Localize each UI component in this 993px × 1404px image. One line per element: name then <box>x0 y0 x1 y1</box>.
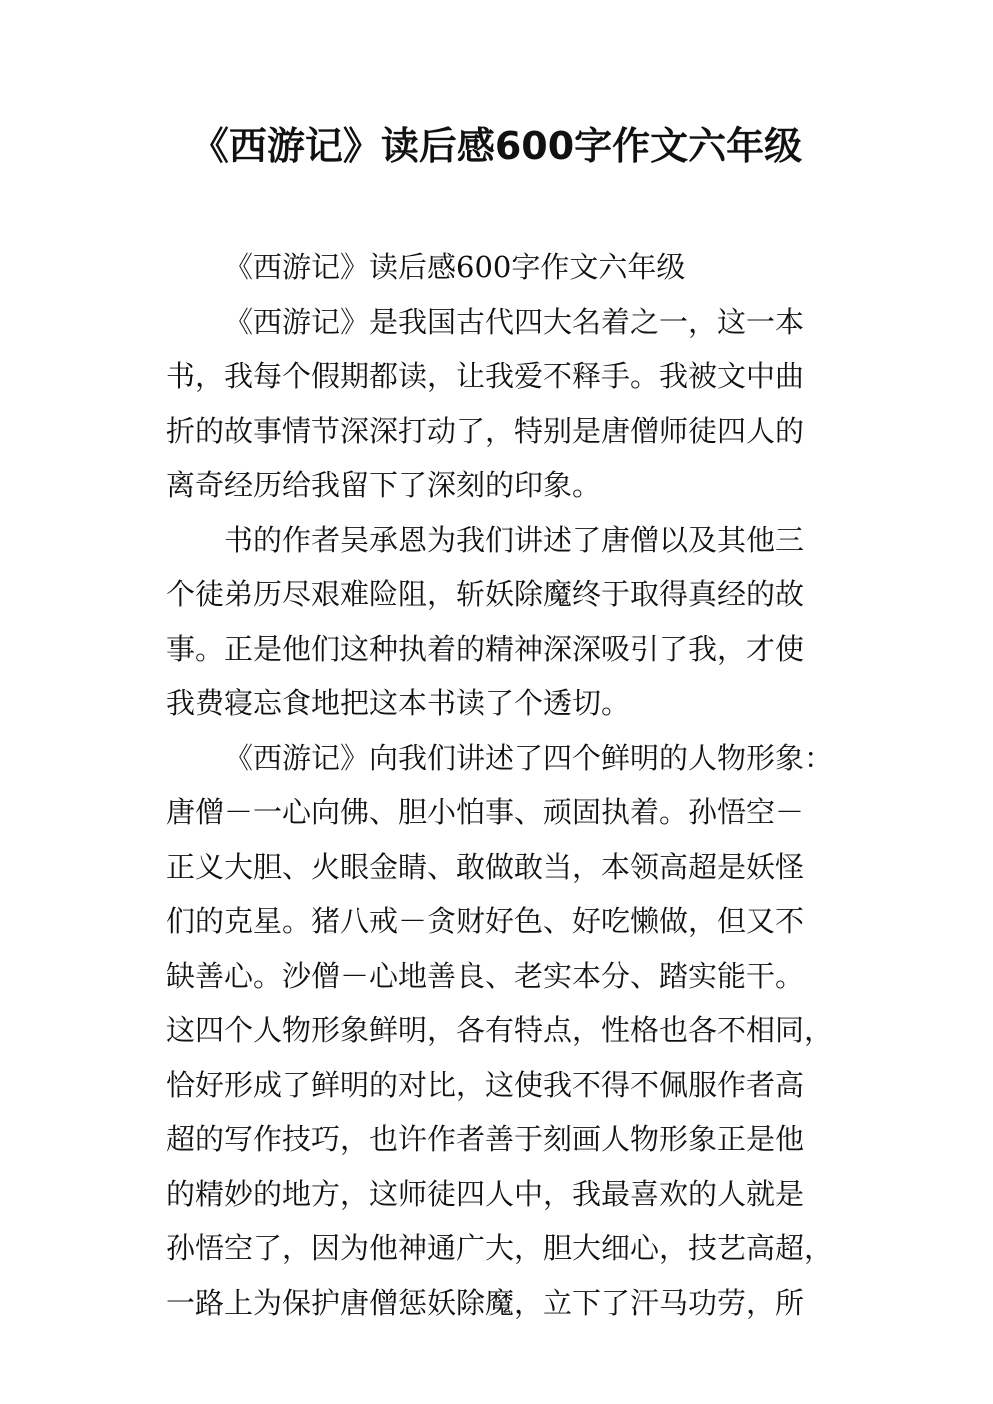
body-line: 一路上为保护唐僧惩妖除魔，立下了汗马功劳，所 <box>166 1285 805 1320</box>
body-line: 唐僧－一心向佛、胆小怕事、顽固执着。孙悟空－ <box>166 795 805 829</box>
body-line: 折的故事情节深深打动了，特别是唐僧师徒四人的 <box>166 413 805 448</box>
body-line: 我费寝忘食地把这本书读了个透切。 <box>166 686 631 720</box>
body-line: 书的作者吴承恩为我们讲述了唐僧以及其他三 <box>224 522 805 557</box>
document-body <box>166 240 834 1330</box>
body-line: 恰好形成了鲜明的对比，这使我不得不佩服作者高 <box>166 1067 805 1102</box>
body-line: 孙悟空了，因为他神通广大，胆大细心，技艺高超， <box>166 1231 834 1265</box>
body-line: 离奇经历给我留下了深刻的印象。 <box>166 468 602 502</box>
document-title: 《西游记》读后感600字作文六年级 <box>190 124 803 168</box>
body-line: 《西游记》向我们讲述了四个鲜明的人物形象： <box>224 740 834 775</box>
body-line: 缺善心。沙僧－心地善良、老实本分、踏实能干。 <box>166 958 805 993</box>
body-line: 事。正是他们这种执着的精神深深吸引了我，才使 <box>166 631 805 666</box>
body-line: 个徒弟历尽艰难险阻，斩妖除魔终于取得真经的故 <box>166 577 805 611</box>
body-line: 超的写作技巧，也许作者善于刻画人物形象正是他 <box>166 1122 805 1156</box>
body-line: 们的克星。猪八戒－贪财好色、好吃懒做，但又不 <box>166 904 805 938</box>
body-line: 的精妙的地方，这师徒四人中，我最喜欢的人就是 <box>166 1176 805 1211</box>
body-line: 这四个人物形象鲜明，各有特点，性格也各不相同， <box>166 1013 834 1047</box>
body-line: 书，我每个假期都读，让我爱不释手。我被文中曲 <box>166 359 805 393</box>
body-line: 《西游记》是我国古代四大名着之一，这一本 <box>224 304 805 339</box>
body-line: 正义大胆、火眼金睛、敢做敢当，本领高超是妖怪 <box>166 849 805 884</box>
body-line: 《西游记》读后感600字作文六年级 <box>224 250 686 284</box>
